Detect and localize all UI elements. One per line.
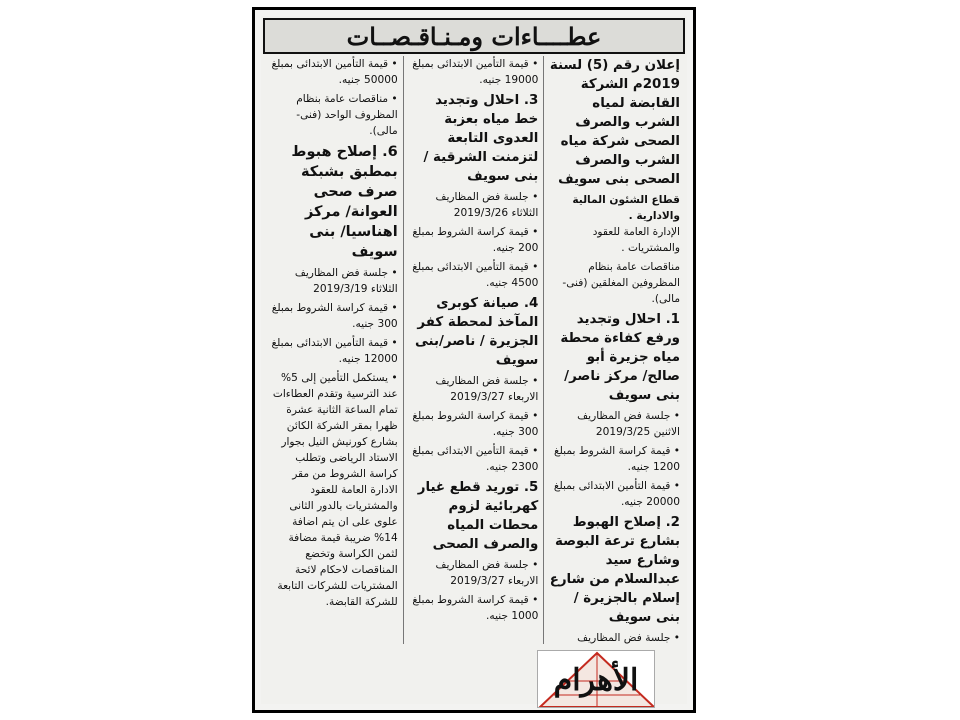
article-paragraph: الإدارة العامة للعقود والمشتريات . (592, 226, 680, 254)
article-paragraph: • يستكمل التأمين إلى 5% عند الترسية وتقدم العطاءات تمام الساعة الثانية عشرة ظهرا بمقر الشركة الكائن بشارع كورنيش النيل بجوار الاستاد الرياضى وتطلب كراسة الشروط من مقر الادارة العامة للعقود والمشتريات بالدور الثانى علوى على ان يتم اضافة 14% ضريبة قيمة مضافة لثمن الكراسة وتخضع المناقصات لاحكام لائحة المشتريات للشركات التابعة للشركة القابضة. (272, 372, 398, 608)
article-paragraph: • جلسة فض المظاريف (577, 632, 680, 644)
column-middle (404, 56, 545, 644)
article-paragraph: • جلسة فض المظاريف الثلاثاء 2019/3/19 (294, 267, 398, 295)
article-paragraph: إعلان رقم (5) لسنة 2019م الشركة القابضة لمياه الشرب والصرف الصحى شركة مياه الشرب والصرف الصحى بنى سويف (549, 58, 680, 187)
article-paragraph: • قيمة التأمين الابتدائى بمبلغ 20000 جنيه. (553, 480, 680, 508)
article-paragraph: • جلسة فض المظاريف الاثنين 2019/3/25 (577, 410, 680, 438)
clipping-frame (252, 7, 696, 713)
article-paragraph: 5. توريد قطع غيار كهربائية لزوم محطات المياه والصرف الصحى (417, 480, 539, 552)
article-paragraph: • جلسة فض المظاريف الثلاثاء 2019/3/26 (435, 191, 539, 219)
article-paragraph: 6. إصلاح هبوط بمطبق بشبكة صرف صحى العوانة/ مركز اهناسيا/ بنى سويف (291, 144, 398, 260)
column-right (544, 56, 685, 644)
article-paragraph: • مناقصات عامة بنظام المظروف الواحد (فنى- مالى). (296, 93, 398, 137)
article-paragraph: 1. احلال وتجديد ورفع كفاءة محطة مياه جزيرة أبو صالح/ مركز ناصر/ بنى سويف (560, 312, 680, 403)
article-paragraph: • قيمة التأمين الابتدائى بمبلغ 2300 جنيه. (412, 445, 539, 473)
section-header (263, 18, 685, 54)
article-paragraph: 3. احلال وتجديد خط مياه بعزبة العدوى التابعة لتزمنت الشرقية / بنى سويف (423, 93, 539, 184)
article-paragraph: • جلسة فض المظاريف الاربعاء 2019/3/27 (435, 559, 539, 587)
article-paragraph: • قيمة كراسة الشروط بمبلغ 200 جنيه. (412, 226, 539, 254)
column-left (263, 56, 404, 644)
newspaper-logo (537, 650, 655, 708)
article-paragraph: مناقصات عامة بنظام المظروفين المغلقين (فنى- مالى). (562, 261, 680, 305)
article-paragraph: قطاع الشئون المالية والادارية . (572, 194, 680, 222)
logo-text: الأهرام (553, 663, 639, 698)
article-paragraph: • قيمة التأمين الابتدائى بمبلغ 12000 جنيه. (271, 337, 398, 365)
article-paragraph: • قيمة كراسة الشروط بمبلغ 300 جنيه. (412, 410, 539, 438)
article-paragraph: 4. صيانة كوبرى المآخذ لمحطة كفر الجزيرة / ناصر/بنى سويف (415, 296, 539, 368)
article-paragraph: 2. إصلاح الهبوط بشارع ترعة البوصة وشارع سيد عبدالسلام من شارع إسلام بالجزيرة / بنى سويف (549, 515, 680, 625)
article-paragraph: • قيمة كراسة الشروط بمبلغ 1200 جنيه. (554, 445, 680, 473)
section-title: عطــــاءات ومـنـاقـصــات (346, 21, 602, 51)
article-columns (263, 56, 685, 644)
article-paragraph: • قيمة التأمين الابتدائى بمبلغ 4500 جنيه. (412, 261, 539, 289)
article-paragraph: • قيمة كراسة الشروط بمبلغ 1000 جنيه. (412, 594, 539, 622)
article-paragraph: • قيمة التأمين الابتدائى بمبلغ 50000 جنيه. (271, 58, 398, 86)
article-paragraph: • قيمة كراسة الشروط بمبلغ 300 جنيه. (271, 302, 398, 330)
article-paragraph: • جلسة فض المظاريف الاربعاء 2019/3/27 (435, 375, 539, 403)
article-paragraph: • قيمة التأمين الابتدائى بمبلغ 19000 جنيه. (412, 58, 539, 86)
newspaper-clipping (261, 16, 687, 704)
